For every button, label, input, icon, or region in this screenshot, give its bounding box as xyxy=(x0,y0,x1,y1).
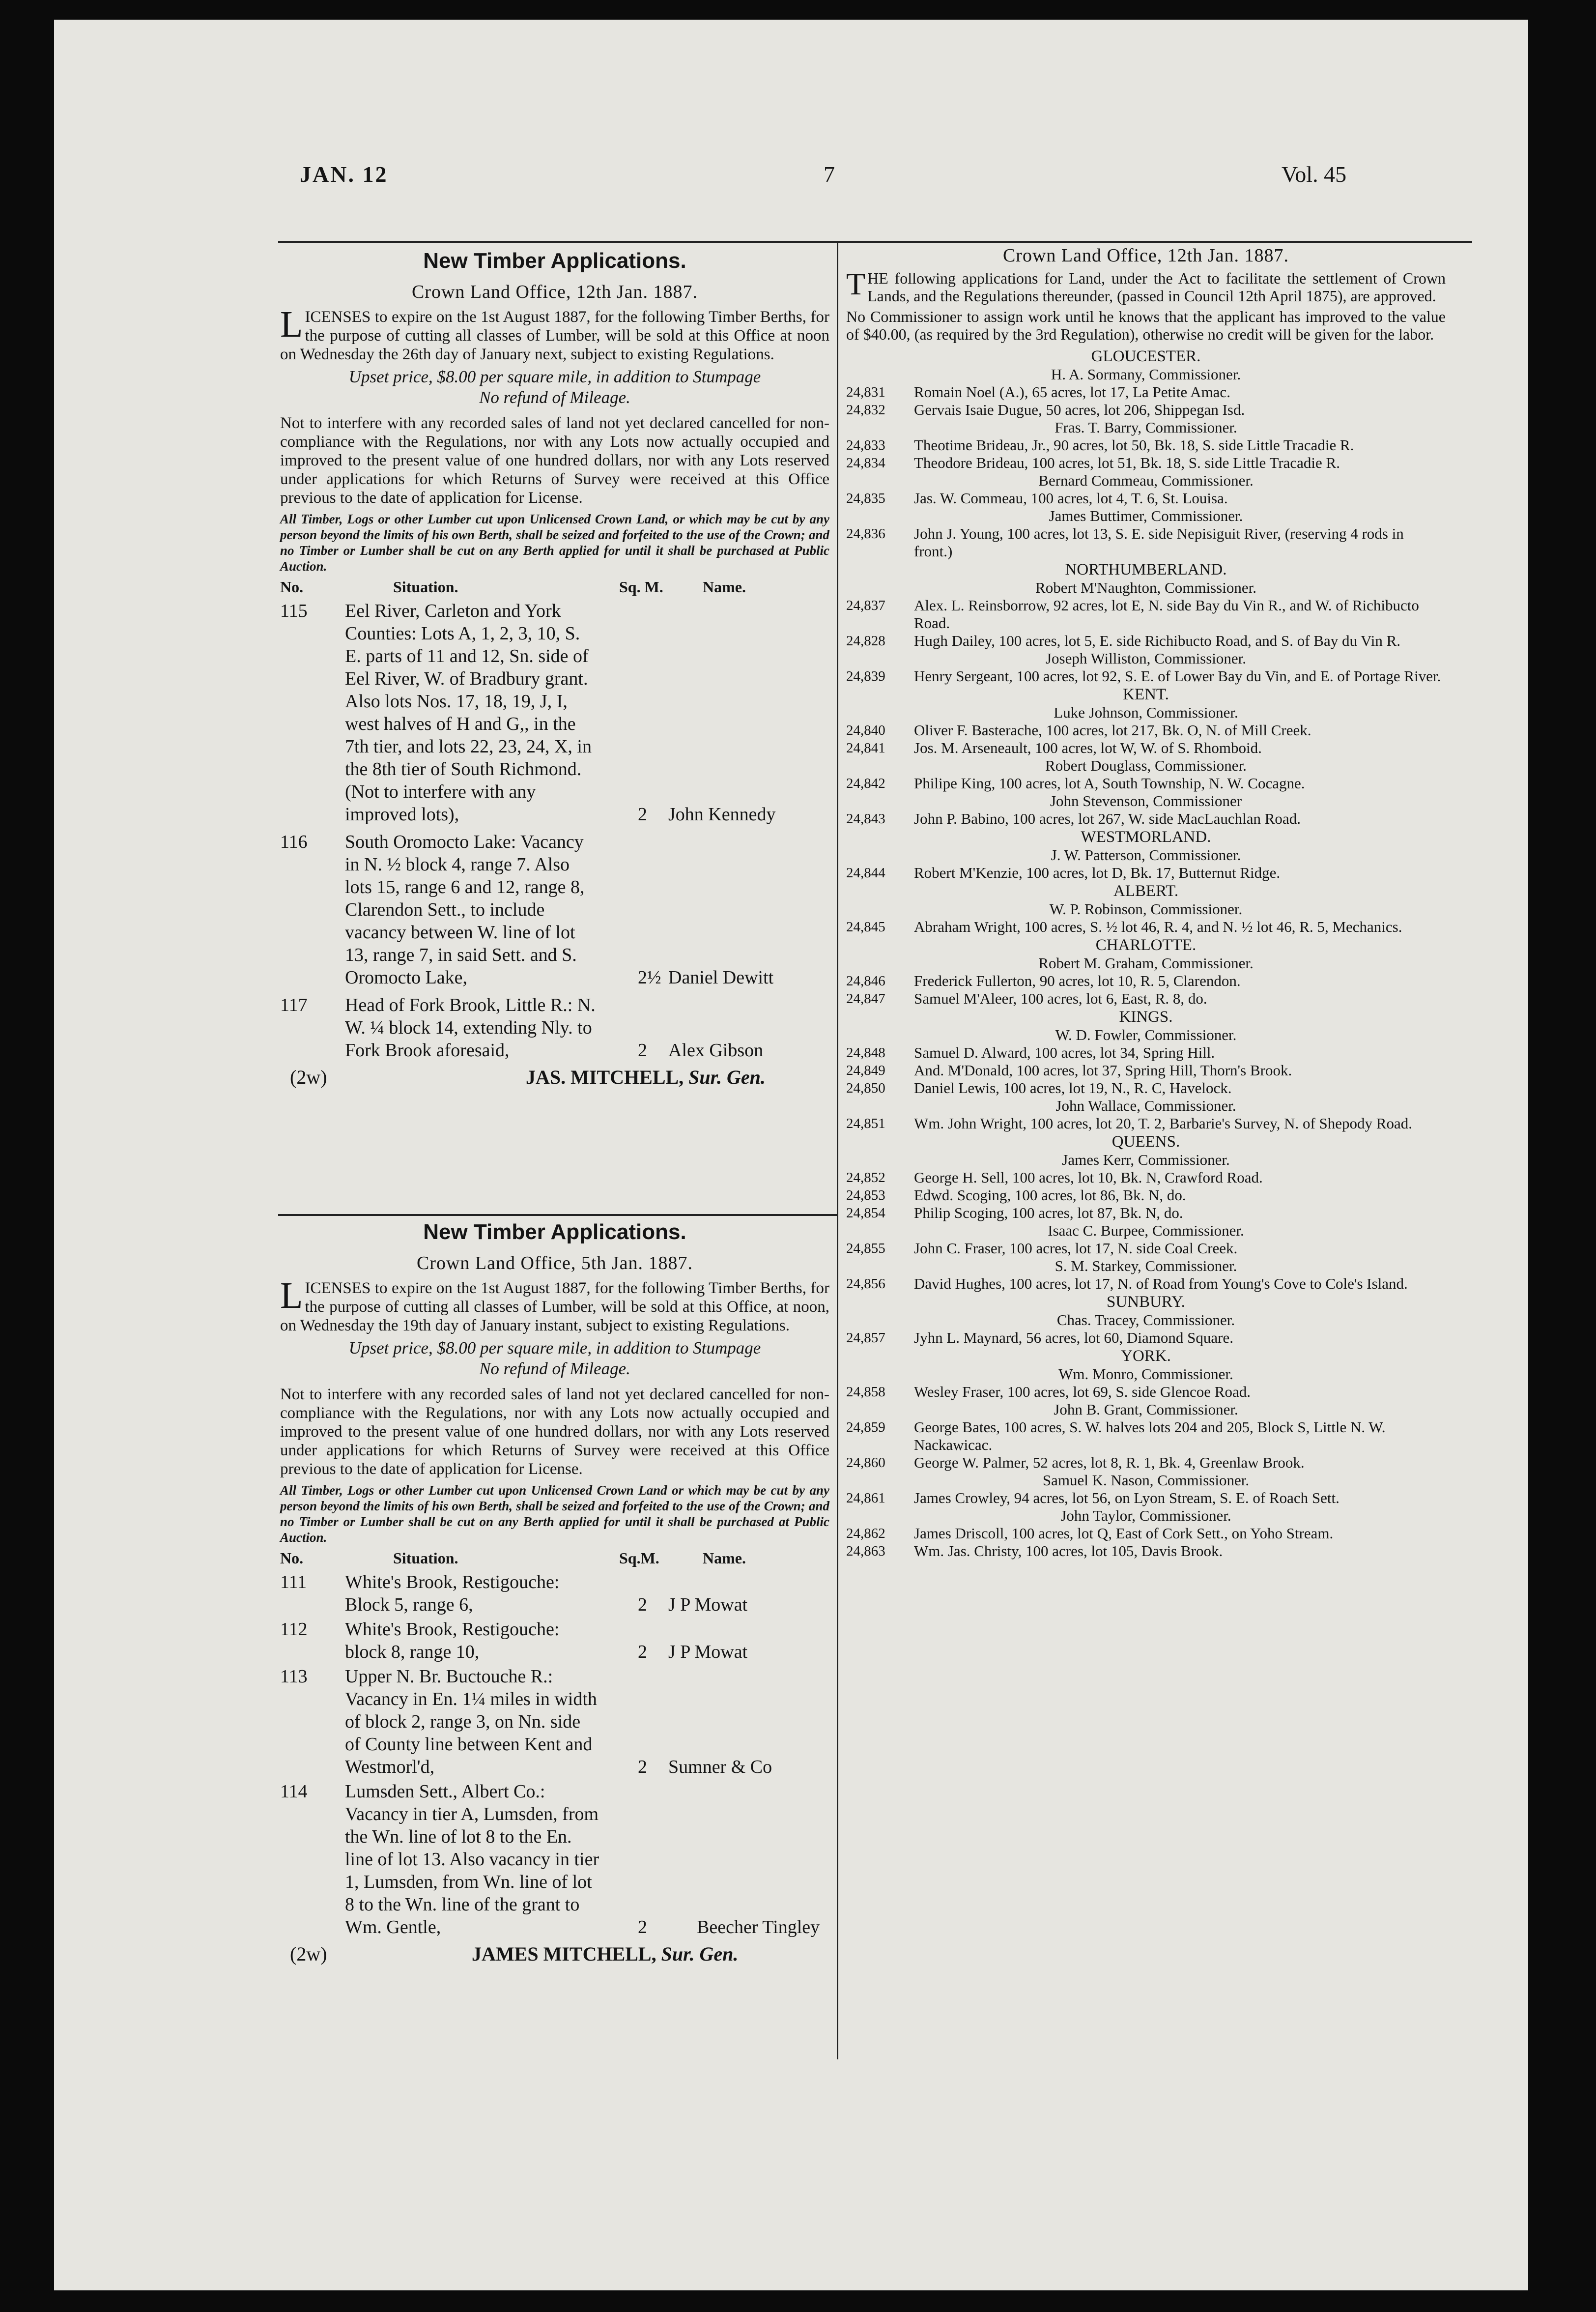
application-entry xyxy=(846,1044,1446,1062)
drop-cap: L xyxy=(280,304,303,345)
application-text: Philipe King, 100 acres, lot A, South Township, N. W. Cocagne. xyxy=(914,775,1305,792)
application-number: 24,833 xyxy=(846,437,885,453)
signature-line xyxy=(280,1942,829,1968)
commissioner-name: John Taylor, Commissioner. xyxy=(1060,1507,1231,1524)
application-text: Oliver F. Basterache, 100 acres, lot 217, Bk. O, N. of Mill Creek. xyxy=(914,722,1311,739)
application-text: James Crowley, 94 acres, lot 56, on Lyon Stream, S. E. of Roach Sett. xyxy=(914,1489,1340,1506)
application-text: Robert M'Kenzie, 100 acres, lot D, Bk. 17, Butternut Ridge. xyxy=(914,864,1281,881)
application-entry xyxy=(846,1169,1446,1186)
row-number: 112 xyxy=(280,1619,308,1640)
county-heading: CHARLOTTE. xyxy=(1095,936,1197,954)
application-number: 24,839 xyxy=(846,668,885,684)
col-name: Name. xyxy=(703,578,746,596)
row-number: 117 xyxy=(280,995,308,1015)
row-situation: White's Brook, Restigouche: Block 5, range 6, xyxy=(345,1572,560,1615)
application-number: 24,858 xyxy=(846,1384,885,1400)
application-number: 24,863 xyxy=(846,1543,885,1559)
commissioner-name: J. W. Patterson, Commissioner. xyxy=(1051,846,1241,864)
application-entry xyxy=(846,401,1446,419)
county-heading: ALBERT. xyxy=(1113,882,1179,900)
application-entry xyxy=(846,1240,1446,1257)
upset-price: Upset price, $8.00 per square mile, in addition to Stumpage xyxy=(348,1338,761,1358)
row-name: J P Mowat xyxy=(668,1642,748,1662)
row-situation: Lumsden Sett., Albert Co.: Vacancy in tier A, Lumsden, from the Wn. line of lot 8 to the En. line of lot 13. Also vacancy in tier 1, Lumsden, from Wn. line of lot 8 to the Wn. line of the grant to Wm. Gentle, xyxy=(345,1781,599,1937)
commissioner-name: James Buttimer, Commissioner. xyxy=(1049,507,1243,524)
application-text: Frederick Fullerton, 90 acres, lot 10, R. 5, Clarendon. xyxy=(914,972,1241,989)
row-name: Beecher Tingley xyxy=(697,1917,820,1937)
application-text: George Bates, 100 acres, S. W. halves lots 204 and 205, Block S, Little N. W. Nackawicac. xyxy=(914,1418,1386,1453)
application-text: Wm. Jas. Christy, 100 acres, lot 105, Davis Brook. xyxy=(914,1542,1223,1560)
notice-title: New Timber Applications. xyxy=(423,1220,686,1244)
row-sq: 2 xyxy=(638,1594,647,1615)
application-number: 24,853 xyxy=(846,1187,885,1203)
application-number: 24,857 xyxy=(846,1330,885,1346)
row-sq: 2 xyxy=(638,1040,647,1061)
page-number: 7 xyxy=(824,162,835,187)
county-heading: GLOUCESTER. xyxy=(1091,347,1201,365)
table-row xyxy=(280,600,829,826)
signature-line xyxy=(280,1066,829,1091)
application-text: Wesley Fraser, 100 acres, lot 69, S. side Glencoe Road. xyxy=(914,1383,1251,1400)
application-entry xyxy=(846,454,1446,472)
signer: JAMES MITCHELL, Sur. Gen. xyxy=(472,1943,739,1965)
row-situation: Eel River, Carleton and York Counties: Lots A, 1, 2, 3, 10, S. E. parts of 11 and 12, Sn. side of Eel River, W. of Bradbury grant. Also lots Nos. 17, 18, 19, J, I, west halves of H and G,, in the 7th tier, and lots 22, 23, 24, X, in the 8th tier of South Richmond. (Not to interfere with any improved lots), xyxy=(345,601,592,825)
application-entry xyxy=(846,1204,1446,1222)
application-text: Edwd. Scoging, 100 acres, lot 86, Bk. N, do. xyxy=(914,1186,1186,1204)
application-entry xyxy=(846,1115,1446,1132)
application-text: And. M'Donald, 100 acres, lot 37, Spring Hill, Thorn's Brook. xyxy=(914,1062,1292,1079)
application-entry xyxy=(846,1079,1446,1097)
commissioner-name: Isaac C. Burpee, Commissioner. xyxy=(1048,1222,1244,1239)
application-text: George W. Palmer, 52 acres, lot 8, R. 1, Bk. 4, Greenlaw Brook. xyxy=(914,1454,1305,1471)
notice-subtitle: Crown Land Office, 5th Jan. 1887. xyxy=(416,1253,693,1273)
application-number: 24,854 xyxy=(846,1205,885,1221)
commissioner-name: H. A. Sormany, Commissioner. xyxy=(1051,366,1241,383)
row-name: Sumner & Co xyxy=(668,1757,772,1777)
table-row xyxy=(280,1780,829,1938)
application-entry xyxy=(846,1489,1446,1507)
application-number: 24,841 xyxy=(846,740,885,756)
application-number: 24,831 xyxy=(846,384,885,400)
application-text: Theodore Brideau, 100 acres, lot 51, Bk. 18, S. side Little Tracadie R. xyxy=(914,454,1340,471)
notice-intro: THE following applications for Land, under the Act to facilitate the settlement of Crown Lands, and the Regulations thereunder, (passed in Council 12th April 1875), are approved. xyxy=(846,266,1446,305)
application-text: Jos. M. Arseneault, 100 acres, lot W, W. of S. Rhomboid. xyxy=(914,739,1262,756)
commissioner-name: Robert Douglass, Commissioner. xyxy=(1045,757,1247,774)
commissioner-name: John Stevenson, Commissioner xyxy=(1050,792,1242,809)
table-row xyxy=(280,831,829,989)
application-text: Alex. L. Reinsborrow, 92 acres, lot E, N. side Bay du Vin R., and W. of Richibucto Road. xyxy=(914,597,1419,632)
table-row xyxy=(280,994,829,1062)
header-rule xyxy=(278,241,1472,243)
application-entry xyxy=(846,436,1446,454)
application-entry xyxy=(846,1542,1446,1560)
application-list xyxy=(846,347,1446,1560)
application-number: 24,856 xyxy=(846,1276,885,1292)
application-entry xyxy=(846,667,1446,685)
row-number: 111 xyxy=(280,1572,307,1592)
application-number: 24,847 xyxy=(846,991,885,1007)
row-sq: 2½ xyxy=(638,967,661,988)
row-sq: 2 xyxy=(638,1917,647,1937)
county-heading: WESTMORLAND. xyxy=(1081,828,1211,846)
county-heading: NORTHUMBERLAND. xyxy=(1065,561,1227,578)
commissioner-name: John B. Grant, Commissioner. xyxy=(1054,1401,1238,1418)
commissioner-name: John Wallace, Commissioner. xyxy=(1055,1097,1236,1114)
table-row xyxy=(280,1571,829,1616)
newspaper-page xyxy=(54,20,1528,2290)
commissioner-name: Chas. Tracey, Commissioner. xyxy=(1056,1311,1235,1329)
issue-date: JAN. 12 xyxy=(300,162,388,187)
application-number: 24,851 xyxy=(846,1116,885,1131)
application-entry xyxy=(846,1525,1446,1542)
table-header xyxy=(280,578,829,600)
notice-title: New Timber Applications. xyxy=(423,249,686,273)
volume-number: Vol. 45 xyxy=(1282,162,1347,187)
application-text: John C. Fraser, 100 acres, lot 17, N. side Coal Creek. xyxy=(914,1240,1238,1257)
timber-notice-2 xyxy=(280,1220,829,1968)
application-number: 24,861 xyxy=(846,1490,885,1506)
application-entry xyxy=(846,597,1446,632)
timber-warning: All Timber, Logs or other Lumber cut upon Unlicensed Crown Land or which may be cut by any person beyond the limits of his own Berth, shall be seized and forfeited to the use of the Crown; and no Timber or Lumber shall be cut on any Berth applied for until it shall be purchased at Public Auction. xyxy=(280,1483,829,1545)
application-entry xyxy=(846,864,1446,882)
commissioner-name: James Kerr, Commissioner. xyxy=(1062,1151,1230,1168)
application-entry xyxy=(846,1418,1446,1454)
commissioner-name: S. M. Starkey, Commissioner. xyxy=(1054,1257,1237,1274)
application-number: 24,859 xyxy=(846,1419,885,1435)
application-number: 24,852 xyxy=(846,1170,885,1185)
notice-conditions: Not to interfere with any recorded sales of land not yet declared cancelled for non-compliance with the Regulations, nor with any Lots now actually occupied and improved to the present value of one hundred dollars, nor with any Lots reserved under applications for which Returns of Survey were received at this Office previous to the date of application for License. xyxy=(280,1386,829,1478)
application-entry xyxy=(846,972,1446,990)
application-entry xyxy=(846,632,1446,650)
application-text: David Hughes, 100 acres, lot 17, N. of Road from Young's Cove to Cole's Island. xyxy=(914,1275,1408,1292)
county-heading: SUNBURY. xyxy=(1107,1293,1185,1311)
application-entry xyxy=(846,525,1446,560)
application-number: 24,848 xyxy=(846,1045,885,1061)
application-text: Jyhn L. Maynard, 56 acres, lot 60, Diamond Square. xyxy=(914,1329,1234,1346)
application-number: 24,844 xyxy=(846,865,885,881)
application-text: Samuel D. Alward, 100 acres, lot 34, Spring Hill. xyxy=(914,1044,1215,1061)
row-situation: Head of Fork Brook, Little R.: N. W. ¼ block 14, extending Nly. to Fork Brook aforesaid, xyxy=(345,995,596,1061)
commissioner-name: Samuel K. Nason, Commissioner. xyxy=(1042,1472,1250,1489)
table-row xyxy=(280,1618,829,1663)
application-number: 24,862 xyxy=(846,1526,885,1541)
table-row xyxy=(280,1665,829,1778)
county-heading: KINGS. xyxy=(1119,1008,1173,1026)
application-number: 24,849 xyxy=(846,1063,885,1078)
application-text: Romain Noel (A.), 65 acres, lot 17, La Petite Amac. xyxy=(914,383,1230,401)
application-entry xyxy=(846,1275,1446,1293)
row-name: Daniel Dewitt xyxy=(668,967,774,988)
row-number: 116 xyxy=(280,832,308,852)
timber-warning: All Timber, Logs or other Lumber cut upon Unlicensed Crown Land, or which may be cut by any person beyond the limits of his own Berth, shall be seized and forfeited to the use of the Crown; and no Timber or Lumber shall be cut on any Berth applied for until it shall be purchased at Public Auction. xyxy=(280,512,829,574)
application-text: George H. Sell, 100 acres, lot 10, Bk. N, Crawford Road. xyxy=(914,1169,1263,1186)
row-number: 115 xyxy=(280,601,308,621)
application-number: 24,860 xyxy=(846,1455,885,1471)
row-number: 114 xyxy=(280,1781,308,1802)
application-text: Jas. W. Commeau, 100 acres, lot 4, T. 6, St. Louisa. xyxy=(914,490,1228,507)
application-number: 24,834 xyxy=(846,455,885,471)
application-number: 24,837 xyxy=(846,598,885,613)
row-number: 113 xyxy=(280,1666,308,1687)
application-number: 24,832 xyxy=(846,402,885,418)
application-entry xyxy=(846,490,1446,507)
application-number: 24,846 xyxy=(846,973,885,989)
row-sq: 2 xyxy=(638,804,647,825)
application-text: Samuel M'Aleer, 100 acres, lot 6, East, R. 8, do. xyxy=(914,990,1207,1007)
application-number: 24,850 xyxy=(846,1080,885,1096)
commissioner-name: Luke Johnson, Commissioner. xyxy=(1054,704,1238,721)
row-situation: White's Brook, Restigouche: block 8, range 10, xyxy=(345,1619,560,1662)
application-text: Gervais Isaie Dugue, 50 acres, lot 206, Shippegan Isd. xyxy=(914,401,1245,418)
land-applications xyxy=(846,245,1446,1560)
upset-price: Upset price, $8.00 per square mile, in addition to Stumpage xyxy=(348,367,761,386)
application-text: Philip Scoging, 100 acres, lot 87, Bk. N, do. xyxy=(914,1204,1183,1221)
commissioner-name: W. D. Fowler, Commissioner. xyxy=(1055,1026,1237,1043)
section-divider xyxy=(278,1214,837,1216)
application-entry xyxy=(846,775,1446,792)
col-name: Name. xyxy=(703,1549,746,1567)
application-text: Abraham Wright, 100 acres, S. ½ lot 46, R. 4, and N. ½ lot 46, R. 5, Mechanics. xyxy=(914,918,1402,935)
application-text: Henry Sergeant, 100 acres, lot 92, S. E. of Lower Bay du Vin, and E. of Portage River. xyxy=(914,667,1441,685)
col-no: No. xyxy=(280,1549,304,1567)
application-number: 24,855 xyxy=(846,1241,885,1256)
table-header xyxy=(280,1549,829,1571)
mileage-note: No refund of Mileage. xyxy=(479,1359,630,1378)
application-entry xyxy=(846,1186,1446,1204)
commissioner-name: Joseph Williston, Commissioner. xyxy=(1045,650,1247,667)
application-number: 24,828 xyxy=(846,633,885,649)
application-entry xyxy=(846,739,1446,757)
notice-subtitle: Crown Land Office, 12th Jan. 1887. xyxy=(1002,245,1289,266)
application-entry xyxy=(846,383,1446,401)
application-entry xyxy=(846,918,1446,936)
application-number: 24,835 xyxy=(846,491,885,506)
notice-conditions: Not to interfere with any recorded sales of land not yet declared cancelled for non-compliance with the Regulations, nor with any Lots now actually occupied and improved to the present value of one hundred dollars, nor with any Lots reserved under applications for which Returns of Survey were received at this Office previous to the date of application for License. xyxy=(280,414,829,507)
application-entry xyxy=(846,990,1446,1008)
row-name: J P Mowat xyxy=(668,1594,748,1615)
application-entry xyxy=(846,1062,1446,1079)
row-situation: South Oromocto Lake: Vacancy in N. ½ block 4, range 7. Also lots 15, range 6 and 12, range 8, Clarendon Sett., to include vacancy between W. line of lot 13, range 7, in said Sett. and S. Oromocto Lake, xyxy=(345,832,585,988)
application-number: 24,845 xyxy=(846,919,885,935)
application-text: John J. Young, 100 acres, lot 13, S. E. side Nepisiguit River, (reserving 4 rods in front.) xyxy=(914,525,1404,560)
application-entry xyxy=(846,1454,1446,1472)
drop-cap: L xyxy=(280,1275,303,1316)
row-name: Alex Gibson xyxy=(668,1040,764,1061)
notice-subtitle: Crown Land Office, 12th Jan. 1887. xyxy=(411,282,698,302)
application-text: John P. Babino, 100 acres, lot 267, W. side MacLauchlan Road. xyxy=(914,810,1301,827)
application-entry xyxy=(846,722,1446,739)
commissioner-name: Fras. T. Barry, Commissioner. xyxy=(1054,419,1237,436)
application-text: Wm. John Wright, 100 acres, lot 20, T. 2, Barbarie's Survey, N. of Shepody Road. xyxy=(914,1115,1412,1132)
row-sq: 2 xyxy=(638,1757,647,1777)
commissioner-name: Robert M. Graham, Commissioner. xyxy=(1038,954,1254,972)
county-heading: KENT. xyxy=(1123,686,1169,703)
application-number: 24,840 xyxy=(846,722,885,738)
col-sq: Sq.M. xyxy=(619,1549,659,1567)
county-heading: QUEENS. xyxy=(1112,1133,1180,1151)
insertion-term: (2w) xyxy=(290,1943,327,1965)
mileage-note: No refund of Mileage. xyxy=(479,388,630,407)
county-heading: YORK. xyxy=(1121,1347,1171,1365)
application-number: 24,836 xyxy=(846,526,885,542)
col-situation: Situation. xyxy=(393,1549,458,1567)
col-situation: Situation. xyxy=(393,578,458,596)
application-entry xyxy=(846,1383,1446,1401)
drop-cap: T xyxy=(846,266,866,301)
insertion-term: (2w) xyxy=(290,1066,327,1088)
commissioner-name: Robert M'Naughton, Commissioner. xyxy=(1035,579,1256,596)
row-sq: 2 xyxy=(638,1642,647,1662)
row-name: John Kennedy xyxy=(668,804,776,825)
timber-notice-1 xyxy=(280,249,829,1091)
commissioner-name: W. P. Robinson, Commissioner. xyxy=(1049,900,1243,918)
commissioner-name: Bernard Commeau, Commissioner. xyxy=(1038,472,1254,489)
application-entry xyxy=(846,1329,1446,1347)
application-number: 24,843 xyxy=(846,811,885,827)
commissioner-name: Wm. Monro, Commissioner. xyxy=(1058,1365,1233,1383)
application-text: Daniel Lewis, 100 acres, lot 19, N., R. C, Havelock. xyxy=(914,1079,1232,1097)
application-text: Theotime Brideau, Jr., 90 acres, lot 50, Bk. 18, S. side Little Tracadie R. xyxy=(914,436,1354,454)
application-entry xyxy=(846,810,1446,828)
col-no: No. xyxy=(280,578,304,596)
col-sq: Sq. M. xyxy=(619,578,663,596)
column-divider xyxy=(837,242,838,2059)
notice-intro: LICENSES to expire on the 1st August 1887, for the following Timber Berths, for the purpose of cutting all classes of Lumber, will be sold at this Office at noon on Wednesday the 26th day of January next, subject to existing Regulations. xyxy=(280,304,829,363)
row-situation: Upper N. Br. Buctouche R.: Vacancy in En. 1¼ miles in width of block 2, range 3, on Nn. side of County line between Kent and Westmorl'd, xyxy=(345,1666,597,1777)
application-text: Hugh Dailey, 100 acres, lot 5, E. side Richibucto Road, and S. of Bay du Vin R. xyxy=(914,632,1401,649)
signer: JAS. MITCHELL, Sur. Gen. xyxy=(526,1066,766,1088)
application-text: James Driscoll, 100 acres, lot Q, East of Cork Sett., on Yoho Stream. xyxy=(914,1525,1334,1542)
notice-intro: LICENSES to expire on the 1st August 1887, for the following Timber Berths, for the purpose of cutting all classes of Lumber, will be sold at this Office, at noon, on Wednesday the 19th day of January instant, subject to existing Regulations. xyxy=(280,1275,829,1334)
application-number: 24,842 xyxy=(846,776,885,791)
commissioner-notice: No Commissioner to assign work until he knows that the applicant has improved to the value of $40.00, (as required by the 3rd Regulation), otherwise no credit will be given for the labor. xyxy=(846,308,1446,343)
